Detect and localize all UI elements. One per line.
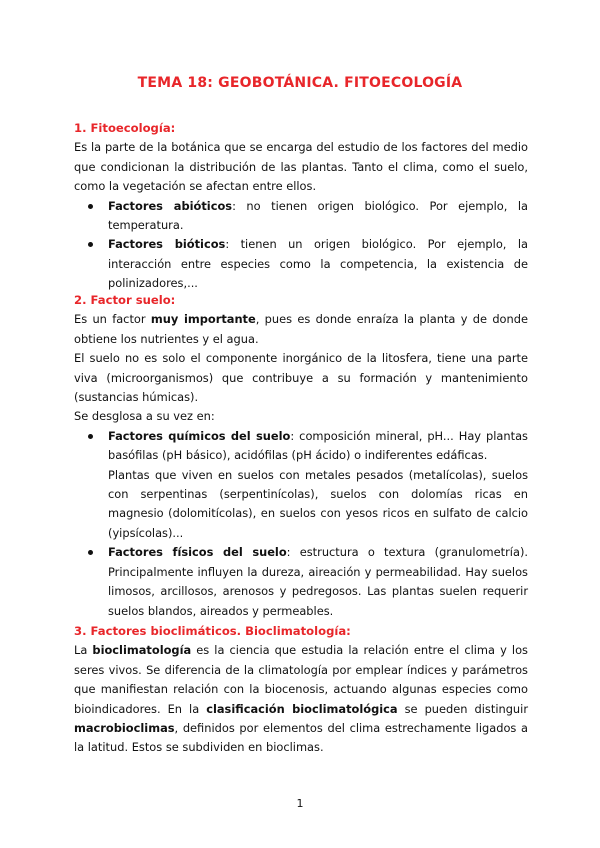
bullet-term: Factores abióticos	[108, 198, 233, 213]
list-item	[108, 543, 528, 621]
bullet-list	[74, 427, 528, 621]
paragraph: El suelo no es solo el componente inorgánico de la litosfera, tiene una parte viva (microorganismos) que contribuye a su formación y mantenimiento (sustancias húmicas).	[74, 351, 528, 405]
list-item	[108, 235, 528, 293]
bullet-text: : estructura o textura (granulometría). Principalmente influyen la dureza, aireación y permeabilidad. Hay suelos limosos, arcillosos, arenosos y pedregosos. Las plantas suelen requerir suelos blandos, aireados y permeables.	[108, 545, 529, 618]
page-title: TEMA 18: GEOBOTÁNICA. FITOECOLOGÍA	[137, 75, 463, 91]
section-bioclimatologia	[74, 622, 528, 758]
section-fitoecologia	[74, 119, 528, 294]
list-item	[108, 197, 528, 236]
list-item	[108, 427, 528, 543]
text-run: se pueden distinguir	[397, 701, 528, 716]
bullet-term: Factores químicos del suelo	[108, 428, 291, 443]
text-run: , definidos por elementos del clima estrechamente ligados a la latitud. Estos se subdividen en bioclimas.	[74, 721, 528, 755]
section-heading: 1. Fitoecología:	[74, 121, 176, 135]
paragraph: Es la parte de la botánica que se encarga del estudio de los factores del medio que condicionan la distribución de las plantas. Tanto el clima, como el suelo, como la vegetación se afectan entre ellos.	[74, 140, 528, 194]
text-run: Es un factor	[74, 312, 151, 327]
bullet-text: : no tienen origen biológico. Por ejemplo, la temperatura.	[108, 198, 529, 233]
bullet-text: : tienen un origen biológico. Por ejemplo, la interacción entre especies como la competencia, la existencia de polinizadores,...	[108, 237, 528, 291]
text-run: , pues es donde enraíza la planta y de donde obtiene los nutrientes y el agua.	[74, 312, 528, 346]
section-heading: 2. Factor suelo:	[74, 293, 176, 307]
bold-text: muy importante	[150, 312, 256, 327]
bullet-term: Factores físicos del suelo	[108, 545, 287, 560]
bold-text: clasificación bioclimatológica	[206, 701, 398, 716]
paragraph	[74, 310, 528, 349]
section-heading: 3. Factores bioclimáticos. Bioclimatología:	[74, 624, 351, 638]
paragraph: Se desglosa a su vez en:	[74, 409, 215, 424]
paragraph	[74, 641, 528, 757]
text-run: es la ciencia que estudia la relación entre el clima y los seres vivos. Se diferencia de la climatología por emplear índices y parámetros que manifiestan relación con la biocenosis, actuando algunas especies como bioindicadores. En la	[74, 643, 528, 716]
bullet-extra-text: Plantas que viven en suelos con metales pesados (metalícolas), suelos con serpentinas (serpentinícolas), suelos con dolomías ricas en magnesio (dolomitícolas), en suelos con yesos ricos en sulfato de calcio (yipsícolas)...	[108, 467, 528, 540]
bold-text: bioclimatología	[92, 643, 192, 658]
bullet-term: Factores bióticos	[108, 237, 226, 252]
bold-text: macrobioclimas	[74, 721, 175, 736]
section-factor-suelo	[74, 291, 528, 621]
text-run: La	[74, 643, 93, 658]
page-number: 1	[296, 797, 304, 810]
bullet-text: : composición mineral, pH... Hay plantas basófilas (pH básico), acidófilas (pH ácido) o indiferentes edáficas.	[108, 428, 528, 463]
bullet-list	[74, 197, 528, 294]
